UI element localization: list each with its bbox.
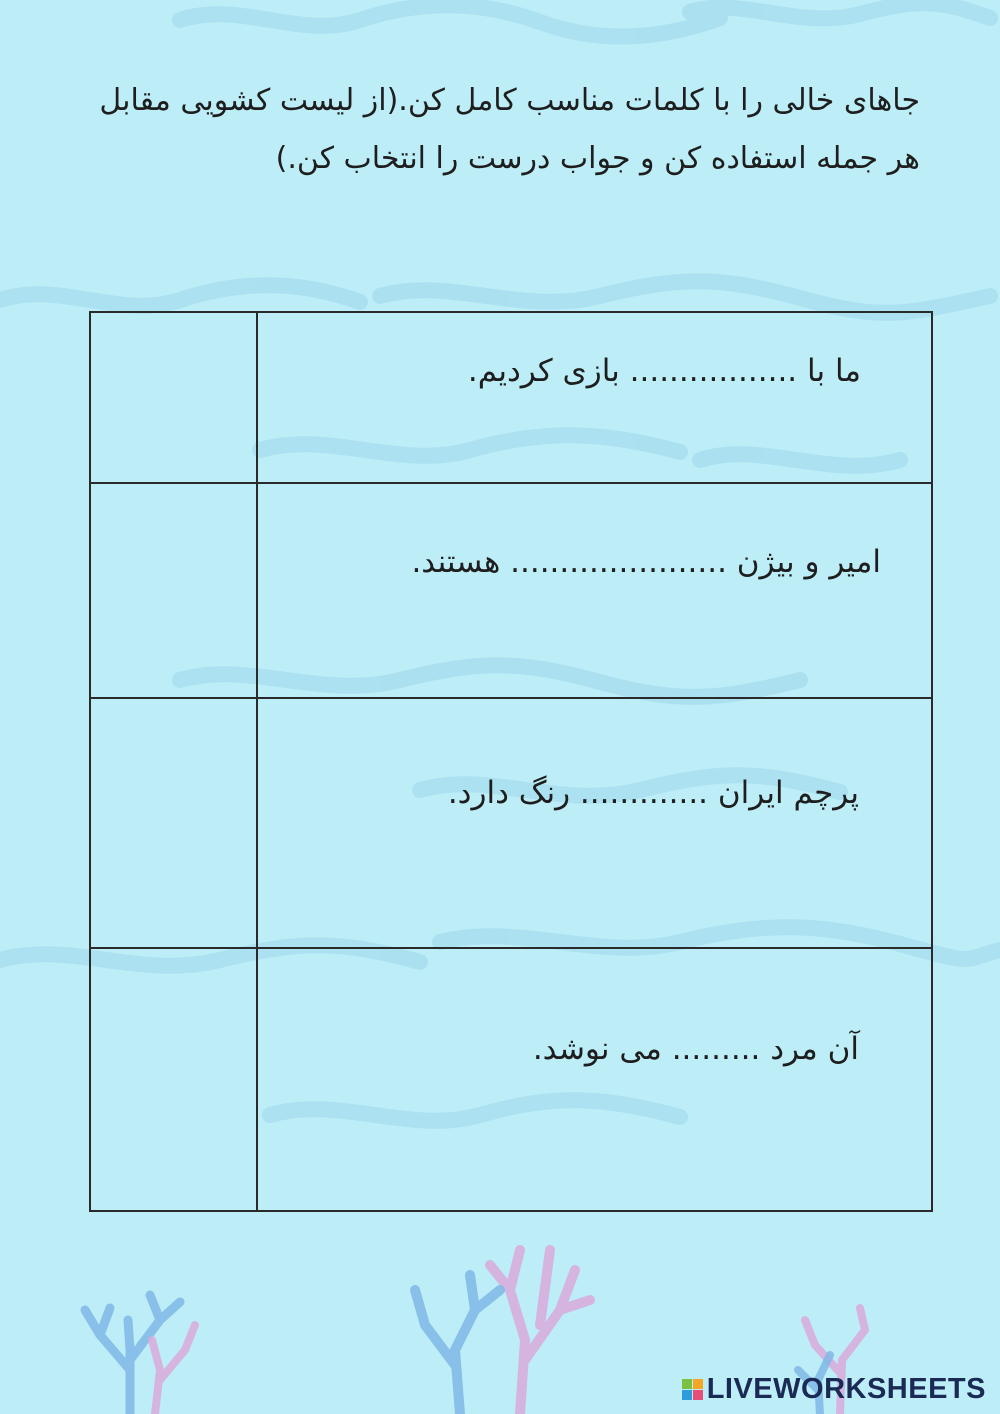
instruction-text: جاهای خالی را با کلمات مناسب کامل کن.(از لیست کشویی مقابل هر جمله استفاده کن و جواب درست را انتخاب کن.): [99, 83, 920, 176]
coral-center-icon: [400, 1230, 600, 1414]
brand-text: LIVEWORKSHEETS: [706, 1373, 986, 1405]
logo-square: [693, 1390, 703, 1400]
exercise-table: [89, 311, 933, 1212]
coral-left-icon: [60, 1280, 200, 1414]
sentence-text: پرچم ایران ............. رنگ دارد.: [447, 774, 859, 811]
table-row: [90, 483, 932, 698]
table-row: [90, 948, 932, 1211]
table-row: [90, 312, 932, 483]
sentence-cell: [257, 483, 932, 698]
logo-square: [682, 1390, 692, 1400]
sentence-text: ما با ................. بازی کردیم.: [467, 353, 861, 389]
sentence-text: آن مرد ......... می نوشد.: [532, 1030, 859, 1067]
logo-square: [693, 1379, 703, 1389]
sentence-text: امیر و بیژن ...................... هستند.: [411, 544, 881, 581]
answer-dropdown-cell-3[interactable]: [90, 698, 257, 948]
answer-dropdown-cell-1[interactable]: [90, 312, 257, 483]
liveworksheets-logo-icon: [682, 1379, 703, 1400]
liveworksheets-brand: [682, 1373, 986, 1406]
sentence-cell: [257, 698, 932, 948]
answer-dropdown-cell-2[interactable]: [90, 483, 257, 698]
sentence-cell: [257, 312, 932, 483]
sentence-cell: [257, 948, 932, 1211]
logo-square: [682, 1379, 692, 1389]
answer-dropdown-cell-4[interactable]: [90, 948, 257, 1211]
table-row: [90, 698, 932, 948]
